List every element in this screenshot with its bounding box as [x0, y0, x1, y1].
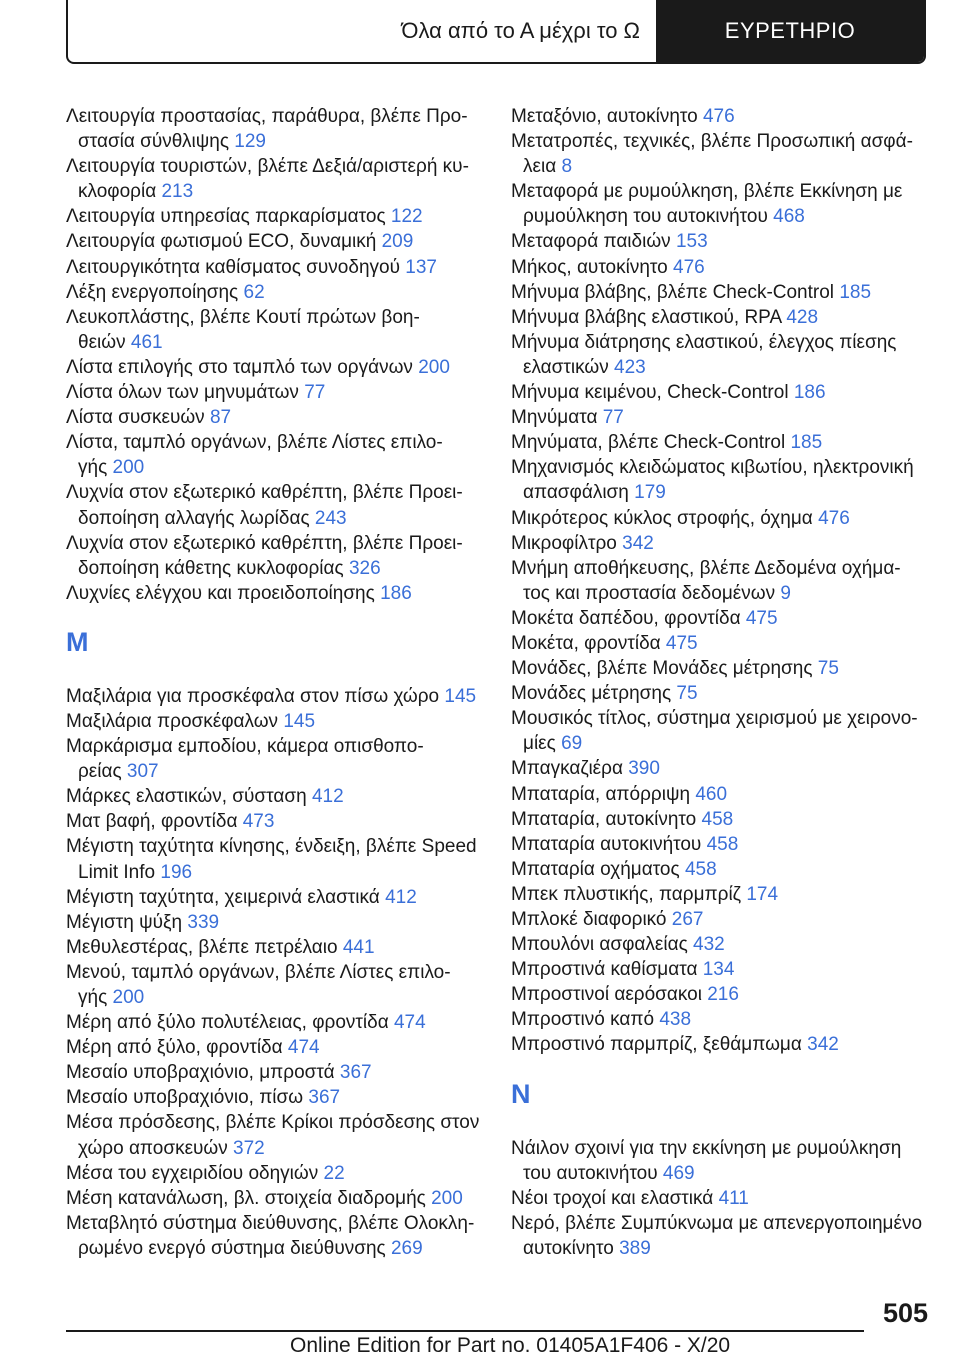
index-entry — [511, 229, 931, 254]
index-entry — [66, 1010, 486, 1035]
index-term: Λυχνία στον εξωτερικό καθρέπτη, βλέπε Προει- δοποίηση αλλαγής λωρίδας — [66, 482, 463, 529]
index-term: Λειτουργία φωτισμού ECO, δυναμική — [66, 231, 377, 253]
index-entry — [511, 556, 931, 606]
page-reference-link[interactable]: 185 — [839, 281, 872, 303]
index-term: Μηνύματα, βλέπε Check-Control — [511, 432, 786, 454]
index-term: Μπαταρία, αυτοκίνητο — [511, 808, 697, 830]
index-entry — [511, 756, 931, 781]
page-reference-link[interactable]: 200 — [431, 1187, 463, 1209]
index-entry — [511, 857, 931, 882]
index-entry — [511, 531, 931, 556]
page-reference-link[interactable]: 200 — [418, 356, 450, 378]
page-reference-link[interactable]: 122 — [390, 206, 423, 228]
page-reference-link[interactable]: 342 — [622, 532, 654, 554]
page-reference-link[interactable]: 75 — [817, 658, 839, 680]
index-term: Μουσικός τίτλος, σύστημα χειρισμού με χειρονο- μίες — [511, 708, 918, 755]
index-letter-heading: Ν — [511, 1078, 531, 1109]
index-term: Μπροστινό καπό — [511, 1009, 655, 1031]
index-entry — [66, 960, 486, 1010]
index-entry — [511, 380, 931, 405]
index-term: Μαξιλάρια για προσκέφαλα στον πίσω χώρο — [66, 685, 440, 707]
page-reference-link[interactable]: 475 — [665, 632, 698, 654]
index-entry — [66, 305, 486, 355]
index-entry — [511, 681, 931, 706]
index-entry — [66, 280, 486, 305]
index-entry — [511, 305, 931, 330]
page-reference-link[interactable]: 326 — [348, 557, 381, 579]
page-reference-link[interactable]: 411 — [718, 1187, 749, 1209]
index-term: Μαρκάρισμα εμποδίου, κάμερα οπισθοπο- ρείας — [66, 736, 424, 783]
index-term: Μπουλόνι ασφαλείας — [511, 934, 688, 956]
page-reference-link[interactable]: 200 — [112, 457, 145, 479]
index-term: Λειτουργία υπηρεσίας παρκαρίσματος — [66, 206, 386, 228]
index-term: Μπροστινό παρμπρίζ, ξεθάμπωμα — [511, 1034, 802, 1056]
index-entry — [511, 957, 931, 982]
index-term: Μεταβλητό σύστημα διεύθυνσης, βλέπε Ολοκλη- ρωμένο ενεργό σύστημα διεύθυνσης — [66, 1212, 475, 1259]
index-term: Μεσαίο υποβραχιόνιο, μπροστά — [66, 1062, 335, 1084]
index-entry — [511, 179, 931, 229]
page-reference-link[interactable]: 209 — [381, 231, 414, 253]
page-reference-link[interactable]: 461 — [130, 331, 163, 353]
footer-edition: Online Edition for Part no. 01405A1F406 - X/20 — [290, 1334, 731, 1357]
index-term: Μπαγκαζιέρα — [511, 758, 623, 780]
page-reference-link[interactable]: 468 — [773, 206, 805, 228]
footer — [290, 1334, 730, 1358]
page-reference-link[interactable]: 460 — [695, 783, 728, 805]
page-reference-link[interactable]: 186 — [793, 382, 826, 404]
index-term: Μπροστινά καθίσματα — [511, 959, 698, 981]
page-reference-link[interactable]: 75 — [676, 683, 698, 705]
index-term: Μπαταρία οχήματος — [511, 858, 680, 880]
index-entry — [511, 280, 931, 305]
index-entry — [511, 932, 931, 957]
index-term: Μέση κατανάλωση, βλ. στοιχεία διαδρομής — [66, 1187, 426, 1209]
page-reference-link[interactable]: 469 — [662, 1162, 695, 1184]
index-term: Μνήμη αποθήκευσης, βλέπε Δεδομένα οχήμα- τος και προστασία δεδομένων — [511, 557, 901, 604]
page-reference-link[interactable]: 8 — [561, 156, 573, 178]
index-term: Μέρη από ξύλο πολυτέλειας, φροντίδα — [66, 1012, 389, 1034]
index-entry — [66, 885, 486, 910]
index-entry — [511, 506, 931, 531]
page-reference-link[interactable]: 196 — [160, 861, 193, 883]
index-term: Λευκοπλάστης, βλέπε Κουτί πρώτων βοη- θειών — [66, 306, 420, 353]
page-reference-link[interactable]: 267 — [671, 909, 704, 930]
index-term: Μπαταρία αυτοκινήτου — [511, 833, 702, 855]
page-reference-link[interactable]: 307 — [126, 761, 159, 783]
page-reference-link[interactable]: 367 — [339, 1062, 372, 1084]
index-term: Λίστα όλων των μηνυμάτων — [66, 382, 299, 404]
index-term: Μπροστινοί αερόσακοι — [511, 984, 702, 1006]
page-reference-link[interactable]: 185 — [790, 432, 823, 454]
page-reference-link[interactable]: 134 — [702, 959, 735, 981]
index-term: Λίστα συσκευών — [66, 407, 205, 429]
page-reference-link[interactable]: 441 — [342, 936, 375, 958]
page-reference-link[interactable]: 476 — [673, 256, 705, 278]
page-reference-link[interactable]: 213 — [161, 181, 194, 203]
page-reference-link[interactable]: 87 — [209, 407, 232, 429]
index-entry — [511, 1007, 931, 1032]
index-term: Μήνυμα κειμένου, Check-Control — [511, 382, 789, 404]
page-reference-link[interactable]: 77 — [304, 382, 326, 404]
index-term: Μπλοκέ διαφορικό — [511, 909, 667, 930]
index-entry — [66, 834, 486, 884]
index-term: Μεθυλεστέρας, βλέπε πετρέλαιο — [66, 936, 338, 958]
index-term: Μικρότερος κύκλος στροφής, όχημα — [511, 507, 813, 529]
index-entry — [66, 355, 486, 380]
index-term: Λειτουργία τουριστών, βλέπε Δεξιά/αριστερή κυ- κλοφορία — [66, 156, 469, 203]
page-reference-link[interactable]: 145 — [444, 685, 477, 707]
page-reference-link[interactable]: 432 — [693, 934, 725, 956]
index-entry — [66, 809, 486, 834]
index-entry — [66, 154, 486, 204]
index-term: Μεταφορά με ρυμούλκηση, βλέπε Εκκίνηση με ρυμούλκηση του αυτοκινήτου — [511, 181, 903, 228]
index-entry — [511, 129, 931, 179]
page-reference-link[interactable]: 77 — [602, 407, 624, 429]
page-reference-link[interactable]: 186 — [380, 582, 412, 604]
page-reference-link[interactable]: 62 — [243, 281, 265, 303]
index-entry — [66, 229, 486, 254]
index-entry — [66, 935, 486, 960]
page-reference-link[interactable]: 153 — [675, 231, 708, 253]
index-entry — [66, 784, 486, 809]
page-reference-link[interactable]: 475 — [745, 607, 778, 629]
page-reference-link[interactable]: 389 — [619, 1237, 651, 1259]
index-term: Μηχανισμός κλειδώματος κιβωτίου, ηλεκτρονική απασφάλιση — [511, 457, 914, 504]
page-reference-link[interactable]: 9 — [780, 582, 791, 604]
page-reference-link[interactable]: 476 — [702, 106, 735, 127]
index-entry — [66, 531, 486, 581]
index-entry — [66, 380, 486, 405]
index-term: Μήνυμα βλάβης, βλέπε Check-Control — [511, 281, 835, 303]
index-entry — [66, 204, 486, 229]
page-reference-link[interactable]: 22 — [323, 1162, 345, 1184]
page-reference-link[interactable]: 474 — [393, 1012, 426, 1034]
page-reference-link[interactable]: 269 — [390, 1237, 423, 1259]
index-term: Νάιλον σχοινί για την εκκίνηση με ρυμούλκηση του αυτοκινήτου — [511, 1137, 902, 1184]
index-entry — [66, 1110, 486, 1160]
index-term: Ματ βαφή, φροντίδα — [66, 811, 238, 833]
index-term: Λειτουργία προστασίας, παράθυρα, βλέπε Προ- στασία σύνθλιψης — [66, 106, 468, 153]
index-term: Μήνυμα βλάβης ελαστικού, RPA — [511, 306, 782, 328]
page-reference-link[interactable]: 342 — [807, 1034, 839, 1056]
index-column-left — [66, 104, 486, 1261]
index-term: Μέρη από ξύλο, φροντίδα — [66, 1037, 283, 1059]
index-term: Νερό, βλέπε Συμπύκνωμα με απενεργοποιημένο αυτοκίνητο — [511, 1212, 923, 1259]
index-entry — [66, 1085, 486, 1110]
index-term: Νέοι τροχοί και ελαστικά — [511, 1187, 714, 1209]
index-entry — [511, 1136, 931, 1186]
index-entry — [66, 430, 486, 480]
page-reference-link[interactable]: 476 — [818, 507, 850, 529]
index-term: Λίστα, ταμπλό οργάνων, βλέπε Λίστες επιλο- γής — [66, 432, 443, 479]
page-reference-link[interactable]: 179 — [634, 482, 666, 504]
index-entry — [511, 1032, 931, 1057]
page-reference-link[interactable]: 137 — [405, 256, 437, 278]
index-term: Μέσα πρόσδεσης, βλέπε Κρίκοι πρόσδεσης στον χώρο αποσκευών — [66, 1112, 480, 1159]
page-reference-link[interactable]: 428 — [786, 306, 819, 328]
page-reference-link[interactable]: 423 — [614, 356, 646, 378]
index-entry — [511, 982, 931, 1007]
index-term: Μέγιστη ταχύτητα, χειμερινά ελαστικά — [66, 886, 380, 908]
index-entry — [66, 581, 486, 606]
index-term: Μετατροπές, τεχνικές, βλέπε Προσωπική ασφά- λεια — [511, 131, 913, 178]
footer-divider — [66, 1330, 864, 1332]
index-entry — [511, 405, 931, 430]
index-entry — [66, 684, 486, 709]
index-entry — [511, 330, 931, 380]
index-entry — [66, 709, 486, 734]
index-entry — [511, 1186, 931, 1211]
section-title: ΕΥΡΕΤΗΡΙΟ — [656, 0, 924, 62]
page-reference-link[interactable]: 412 — [385, 886, 417, 908]
page-reference-link[interactable]: 243 — [314, 507, 347, 529]
page-number: 505 — [882, 1298, 928, 1328]
index-entry — [511, 255, 931, 280]
index-entry — [66, 1186, 486, 1211]
index-entry — [511, 656, 931, 681]
index-term: Μενού, ταμπλό οργάνων, βλέπε Λίστες επιλο- γής — [66, 961, 451, 1008]
page-reference-link[interactable]: 69 — [561, 733, 583, 755]
index-term: Μονάδες, βλέπε Μονάδες μέτρησης — [511, 658, 813, 680]
index-entry — [511, 1211, 931, 1261]
index-term: Μοκέτα, φροντίδα — [511, 632, 661, 654]
index-entry — [66, 734, 486, 784]
index-entry — [511, 882, 931, 907]
index-letter-heading: Μ — [66, 626, 89, 657]
index-term: Μήκος, αυτοκίνητο — [511, 256, 668, 278]
index-term: Λυχνίες ελέγχου και προειδοποίησης — [66, 582, 375, 604]
page-reference-link[interactable]: 216 — [707, 984, 739, 1006]
index-entry — [66, 255, 486, 280]
index-term: Μικροφίλτρο — [511, 532, 617, 554]
index-entry — [66, 1060, 486, 1085]
index-term: Μοκέτα δαπέδου, φροντίδα — [511, 607, 741, 629]
page-reference-link[interactable]: 339 — [187, 911, 220, 933]
index-entry — [511, 807, 931, 832]
index-term: Μέσα του εγχειριδίου οδηγιών — [66, 1162, 319, 1184]
page-reference-link[interactable]: 458 — [706, 833, 739, 855]
index-column-right — [511, 104, 931, 1261]
index-term: Μήνυμα διάτρησης ελαστικού, έλεγχος πίεσης ελαστικών — [511, 331, 897, 378]
page-reference-link[interactable]: 438 — [659, 1009, 692, 1031]
page-header — [66, 0, 926, 64]
index-term: Λυχνία στον εξωτερικό καθρέπτη, βλέπε Προει- δοποίηση κάθετης κυκλοφορίας — [66, 532, 463, 579]
page-reference-link[interactable]: 145 — [283, 710, 316, 732]
index-term: Λειτουργικότητα καθίσματος συνοδηγού — [66, 256, 400, 278]
index-entry — [66, 480, 486, 530]
page-reference-link[interactable]: 129 — [234, 131, 266, 153]
index-term: Μάρκες ελαστικών, σύσταση — [66, 786, 307, 808]
index-term: Μηνύματα — [511, 407, 598, 429]
index-term: Μπεκ πλυστικής, παρμπρίζ — [511, 883, 742, 905]
index-entry — [511, 782, 931, 807]
index-term: Μέγιστη ψύξη — [66, 911, 183, 933]
index-entry — [511, 907, 931, 932]
index-entry — [511, 606, 931, 631]
index-term: Μεσαίο υποβραχιόνιο, πίσω — [66, 1087, 304, 1109]
page-reference-link[interactable]: 473 — [242, 811, 275, 833]
index-term: Μπαταρία, απόρριψη — [511, 783, 691, 805]
index-term: Μεταφορά παιδιών — [511, 231, 671, 253]
index-entry — [66, 1035, 486, 1060]
index-term: Λέξη ενεργοποίησης — [66, 281, 239, 303]
index-entry — [66, 1211, 486, 1261]
page-reference-link[interactable]: 474 — [287, 1037, 320, 1059]
index-entry — [511, 104, 931, 129]
index-term: Μονάδες μέτρησης — [511, 683, 672, 705]
page-reference-link[interactable]: 390 — [628, 758, 660, 780]
index-entry — [511, 706, 931, 756]
index-entry — [511, 631, 931, 656]
page-reference-link[interactable]: 200 — [112, 987, 145, 1008]
index-entry — [66, 910, 486, 935]
page-reference-link[interactable]: 174 — [746, 883, 779, 905]
index-entry — [511, 455, 931, 505]
page-reference-link[interactable]: 412 — [311, 786, 344, 808]
index-term: Μέγιστη ταχύτητα κίνησης, ένδειξη, βλέπε Speed Limit Info — [66, 836, 477, 883]
index-entry — [511, 430, 931, 455]
index-entry — [66, 405, 486, 430]
page-reference-link[interactable]: 458 — [684, 858, 717, 880]
chapter-title: Όλα από το Α μέχρι το Ω — [401, 18, 640, 43]
page-reference-link[interactable]: 458 — [701, 808, 734, 830]
index-entry — [66, 104, 486, 154]
page-reference-link[interactable]: 372 — [233, 1137, 265, 1159]
index-term: Μεταξόνιο, αυτοκίνητο — [511, 106, 698, 127]
index-term: Λίστα επιλογής στο ταμπλό των οργάνων — [66, 356, 413, 378]
index-entry — [511, 832, 931, 857]
index-entry — [66, 1161, 486, 1186]
page-reference-link[interactable]: 367 — [308, 1087, 341, 1109]
index-term: Μαξιλάρια προσκέφαλων — [66, 710, 279, 732]
